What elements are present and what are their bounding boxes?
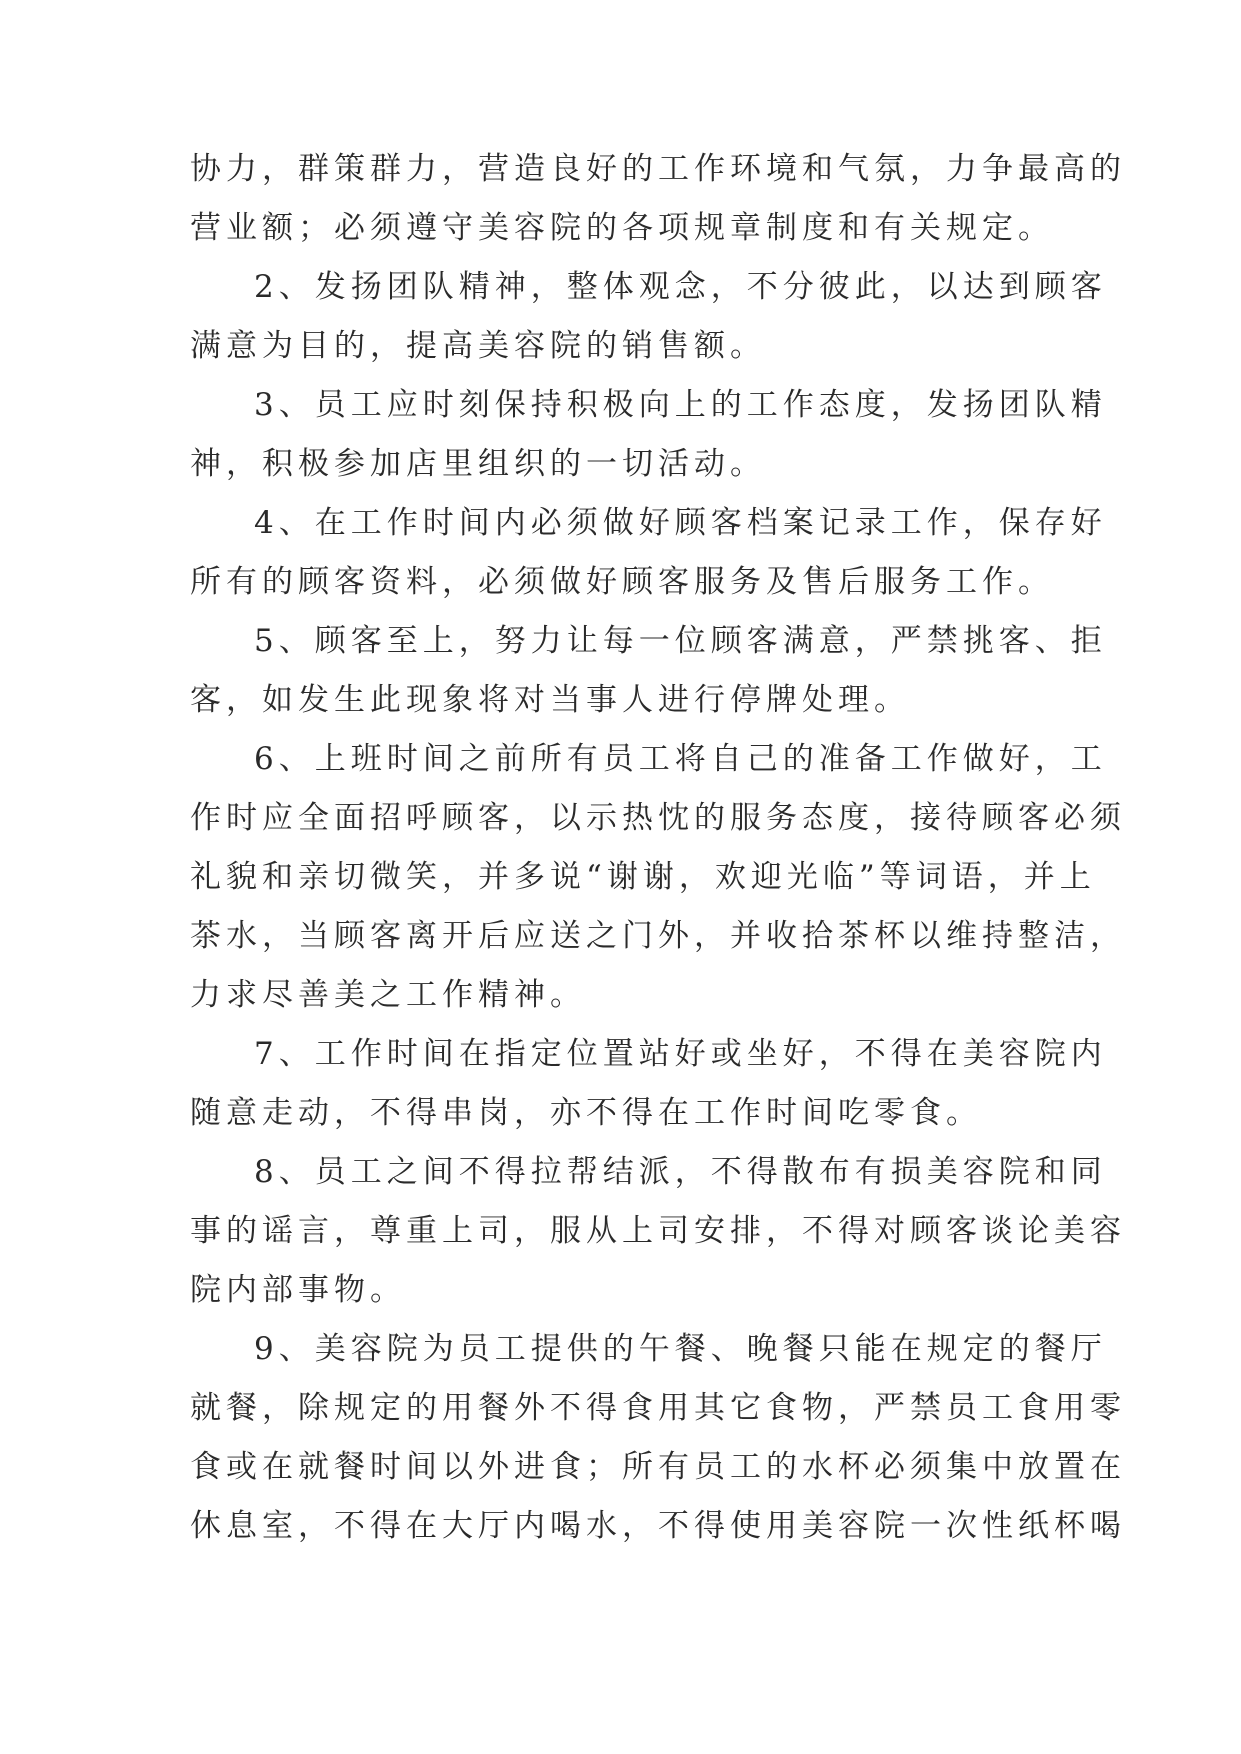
text-line: 礼貌和亲切微笑，并多说“谢谢，欢迎光临”等词语，并上 <box>190 859 1096 895</box>
text-line: 食或在就餐时间以外进食；所有员工的水杯必须集中放置在 <box>190 1449 1126 1485</box>
text-line: 茶水，当顾客离开后应送之门外，并收拾茶杯以维持整洁， <box>190 918 1126 954</box>
text-line: 满意为目的，提高美容院的销售额。 <box>190 328 766 364</box>
text-line: 作时应全面招呼顾客，以示热忱的服务态度，接待顾客必须 <box>190 800 1126 836</box>
text-line: 营业额；必须遵守美容院的各项规章制度和有关规定。 <box>190 210 1054 246</box>
paragraph-start-line: 3、员工应时刻保持积极向上的工作态度，发扬团队精 <box>254 387 1107 423</box>
text-line: 力求尽善美之工作精神。 <box>190 977 586 1013</box>
paragraph-start-line: 8、员工之间不得拉帮结派，不得散布有损美容院和同 <box>254 1154 1107 1190</box>
text-line: 事的谣言，尊重上司，服从上司安排，不得对顾客谈论美容 <box>190 1213 1126 1249</box>
paragraph-start-line: 4、在工作时间内必须做好顾客档案记录工作，保存好 <box>254 505 1107 541</box>
text-line: 神，积极参加店里组织的一切活动。 <box>190 446 766 482</box>
paragraph-start-line: 2、发扬团队精神，整体观念，不分彼此，以达到顾客 <box>254 269 1107 305</box>
paragraph-start-line: 6、上班时间之前所有员工将自己的准备工作做好，工 <box>254 741 1107 777</box>
paragraph-start-line: 9、美容院为员工提供的午餐、晚餐只能在规定的餐厅 <box>254 1331 1107 1367</box>
text-line: 随意走动，不得串岗，亦不得在工作时间吃零食。 <box>190 1095 982 1131</box>
text-line: 协力，群策群力，营造良好的工作环境和气氛，力争最高的 <box>190 151 1126 187</box>
text-line: 院内部事物。 <box>190 1272 406 1308</box>
text-line: 客，如发生此现象将对当事人进行停牌处理。 <box>190 682 910 718</box>
document-page <box>190 140 1126 1556</box>
text-line: 休息室，不得在大厅内喝水，不得使用美容院一次性纸杯喝 <box>190 1508 1126 1544</box>
text-line: 就餐，除规定的用餐外不得食用其它食物，严禁员工食用零 <box>190 1390 1126 1426</box>
paragraph-start-line: 5、顾客至上，努力让每一位顾客满意，严禁挑客、拒 <box>254 623 1107 659</box>
text-line: 所有的顾客资料，必须做好顾客服务及售后服务工作。 <box>190 564 1054 600</box>
paragraph-start-line: 7、工作时间在指定位置站好或坐好，不得在美容院内 <box>254 1036 1107 1072</box>
